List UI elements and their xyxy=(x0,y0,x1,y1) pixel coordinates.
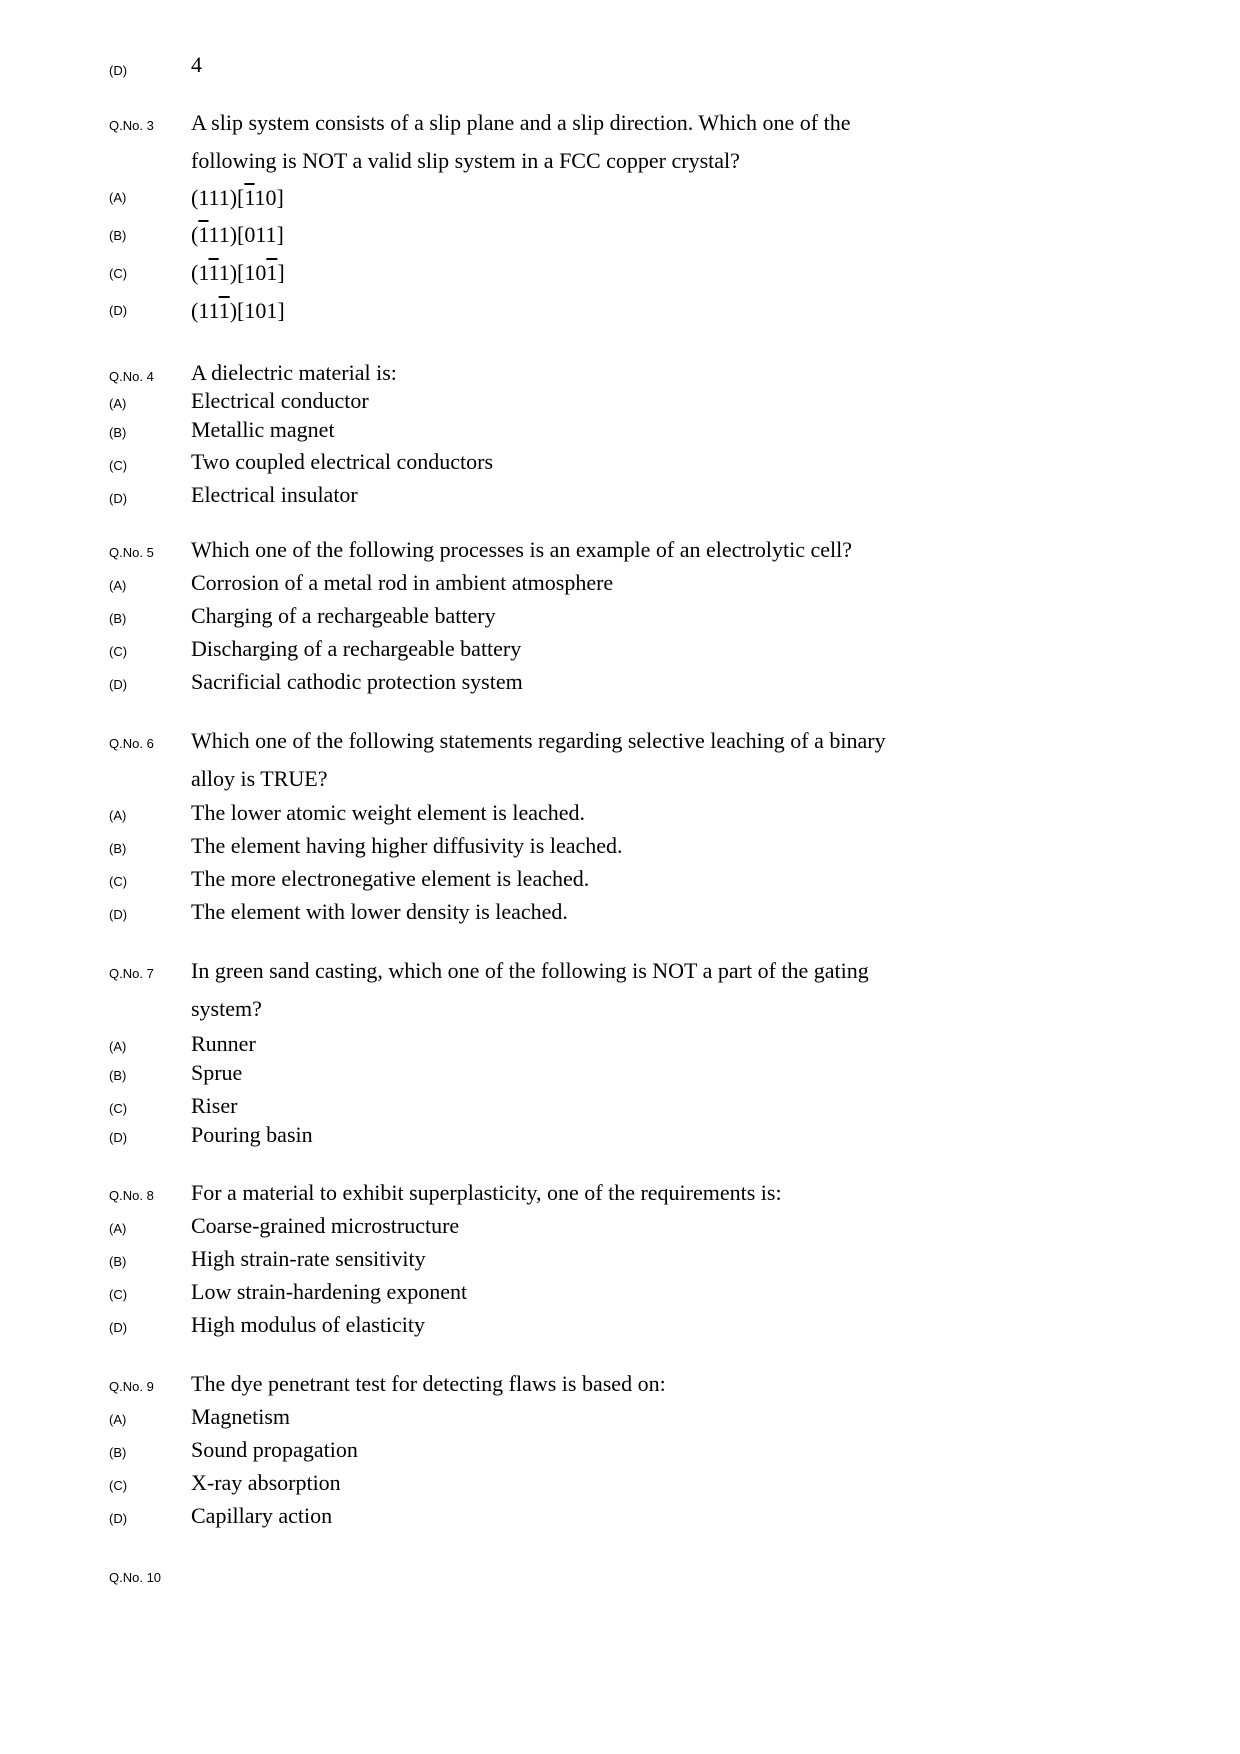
option-label: (A) xyxy=(109,190,127,205)
question-stem: system? xyxy=(191,996,262,1021)
option-text: Electrical insulator xyxy=(191,482,358,507)
question-number: Q.No. 8 xyxy=(109,1188,154,1203)
option-text: (111)[101] xyxy=(191,298,285,323)
option-label: (C) xyxy=(109,266,128,281)
option-text: The element with lower density is leached. xyxy=(191,899,568,924)
option-text: Sprue xyxy=(191,1060,243,1085)
question-number: Q.No. 5 xyxy=(109,545,154,560)
option-text: Two coupled electrical conductors xyxy=(191,449,494,474)
option-label: (B) xyxy=(109,841,127,856)
option-label: (C) xyxy=(109,644,128,659)
question-stem: Which one of the following processes is an example of an electrolytic cell? xyxy=(191,537,852,562)
option-label: (A) xyxy=(109,1039,127,1054)
option-text: The lower atomic weight element is leached. xyxy=(191,800,586,825)
option-label: (D) xyxy=(109,907,128,922)
option-label: (D) xyxy=(109,303,128,318)
option-text: Sacrificial cathodic protection system xyxy=(191,669,523,694)
question-number: Q.No. 10 xyxy=(109,1570,162,1585)
question-number: Q.No. 3 xyxy=(109,118,154,133)
option-label: (B) xyxy=(109,425,127,440)
option-text: Sound propagation xyxy=(191,1437,358,1462)
option-label: (D) xyxy=(109,677,128,692)
question-number: Q.No. 6 xyxy=(109,736,154,751)
option-label: (C) xyxy=(109,1478,128,1493)
option-text: High modulus of elasticity xyxy=(191,1312,426,1337)
option-text: (111)[110] xyxy=(191,185,284,210)
option-label: (B) xyxy=(109,611,127,626)
question-number: Q.No. 4 xyxy=(109,369,154,384)
option-text: 4 xyxy=(191,52,202,77)
question-stem: following is NOT a valid slip system in a FCC copper crystal? xyxy=(191,148,740,173)
option-text: Metallic magnet xyxy=(191,417,335,442)
option-text: (111)[101] xyxy=(191,260,285,285)
question-stem: The dye penetrant test for detecting flaws is based on: xyxy=(191,1371,666,1396)
option-text: Corrosion of a metal rod in ambient atmosphere xyxy=(191,570,614,595)
option-text: Low strain-hardening exponent xyxy=(191,1279,468,1304)
option-label: (D) xyxy=(109,1511,128,1526)
option-text: X-ray absorption xyxy=(191,1470,341,1495)
question-stem: A slip system consists of a slip plane and a slip direction. Which one of the xyxy=(191,110,851,135)
option-text: Capillary action xyxy=(191,1503,333,1528)
option-label: (C) xyxy=(109,458,128,473)
option-label: (C) xyxy=(109,1101,128,1116)
option-label: (D) xyxy=(109,1320,128,1335)
option-label: (B) xyxy=(109,1068,127,1083)
option-label: (A) xyxy=(109,808,127,823)
option-label: (A) xyxy=(109,578,127,593)
option-text: High strain-rate sensitivity xyxy=(191,1246,426,1271)
option-text: Coarse-grained microstructure xyxy=(191,1213,460,1238)
question-number: Q.No. 7 xyxy=(109,966,154,981)
question-stem: For a material to exhibit superplasticity, one of the requirements is: xyxy=(191,1180,782,1205)
option-text: Pouring basin xyxy=(191,1122,313,1147)
option-label: (D) xyxy=(109,1130,128,1145)
question-stem: Which one of the following statements regarding selective leaching of a binary xyxy=(191,728,886,753)
option-label: (A) xyxy=(109,1412,127,1427)
option-text: Riser xyxy=(191,1093,238,1118)
option-text: Runner xyxy=(191,1031,256,1056)
option-label: (B) xyxy=(109,1254,127,1269)
question-stem: A dielectric material is: xyxy=(191,360,397,385)
question-number: Q.No. 9 xyxy=(109,1379,154,1394)
option-text: Magnetism xyxy=(191,1404,290,1429)
option-label: (C) xyxy=(109,1287,128,1302)
question-stem: In green sand casting, which one of the following is NOT a part of the gating xyxy=(191,958,869,983)
option-text: The more electronegative element is leached. xyxy=(191,866,590,891)
option-text: (111)[011] xyxy=(191,222,284,247)
question-stem: alloy is TRUE? xyxy=(191,766,328,791)
option-label: (B) xyxy=(109,1445,127,1460)
option-text: Electrical conductor xyxy=(191,388,369,413)
option-label: (B) xyxy=(109,228,127,243)
option-text: Charging of a rechargeable battery xyxy=(191,603,496,628)
option-label: (C) xyxy=(109,874,128,889)
option-label: (D) xyxy=(109,491,128,506)
option-text: Discharging of a rechargeable battery xyxy=(191,636,522,661)
option-label: (A) xyxy=(109,396,127,411)
option-text: The element having higher diffusivity is leached. xyxy=(191,833,623,858)
option-label: (A) xyxy=(109,1221,127,1236)
option-label: (D) xyxy=(109,63,128,78)
